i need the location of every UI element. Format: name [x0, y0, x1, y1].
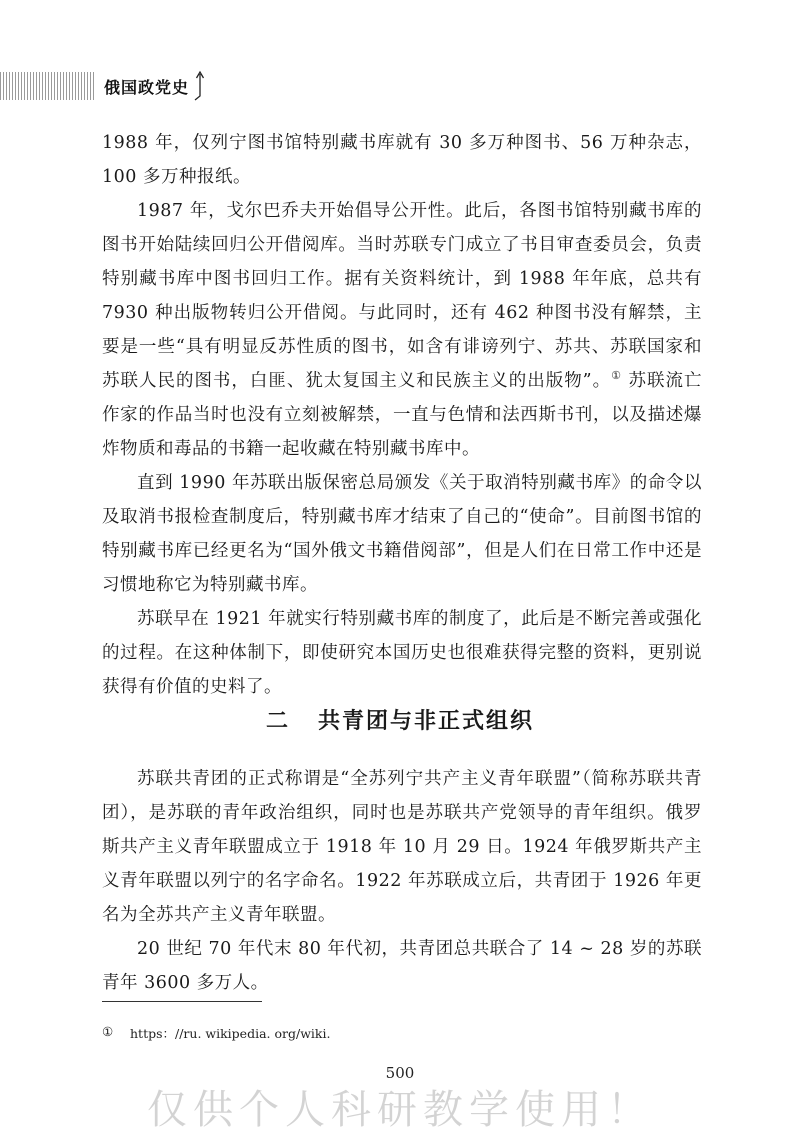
footnote-reference: ①: [611, 369, 622, 383]
paragraph-text: 苏联流亡作家的作品当时也没有立刻被解禁，一直与色情和法西斯书刊，以及描述爆炸物质和毒品的书籍一起收藏在特别藏书库中。: [102, 371, 702, 459]
header-decorative-band: [0, 72, 96, 100]
page-number: 500: [385, 1064, 415, 1082]
paragraph: 1988 年，仅列宁图书馆特别藏书库就有 30 多万种图书、56 万种杂志，100 多万种报纸。: [102, 133, 702, 187]
section-title: 共青团与非正式组织: [318, 709, 535, 734]
paragraph: 苏联早在 1921 年就实行特别藏书库的制度了，此后是不断完善或强化的过程。在这种体制下，即使研究本国历史也很难获得完整的资料，更别说获得有价值的史料了。: [102, 609, 702, 697]
paragraph: [102, 194, 702, 466]
paragraph: 苏联共青团的正式称谓是“全苏列宁共产主义青年联盟”（简称苏联共青团），是苏联的青年政治组织，同时也是苏联共产党领导的青年组织。俄罗斯共产主义青年联盟成立于 1918 年 10 月 29 日。1924 年俄罗斯共产主义青年联盟以列宁的名字命名。1922 年苏联成立后，共青团于 1926 年更名为全苏共产主义青年联盟。: [102, 769, 702, 925]
paragraph: 20 世纪 70 年代末 80 年代初，共青团总共联合了 14 ~ 28 岁的苏联青年 3600 多万人。: [102, 939, 702, 993]
footnote-text: https：//ru. wikipedia. org/wiki.: [130, 1026, 331, 1041]
section-heading: [0, 704, 800, 735]
header-arrow-bracket-icon: [192, 70, 206, 102]
paragraph-text: 1987 年，戈尔巴乔夫开始倡导公开性。此后，各图书馆特别藏书库的图书开始陆续回归公开借阅库。当时苏联专门成立了书目审查委员会，负责特别藏书库中图书回归工作。据有关资料统计，到 1988 年年底，总共有 7930 种出版物转归公开借阅。与此同时，还有 462 种图书没有解禁，主要是一些“具有明显反苏性质的图书，如含有诽谤列宁、苏共、苏联国家和苏联人民的图书，白匪、犹太复国主义和民族主义的出版物”。: [102, 201, 702, 391]
paragraph: 直到 1990 年苏联出版保密总局颁发《关于取消特别藏书库》的命令以及取消书报检查制度后，特别藏书库才结束了自己的“使命”。目前图书馆的特别藏书库已经更名为“国外俄文书籍借阅部”，但是人们在日常工作中还是习惯地称它为特别藏书库。: [102, 473, 702, 595]
footnote: [102, 1024, 331, 1042]
body-text-top: [102, 126, 702, 704]
watermark: 仅供个人科研教学使用！: [147, 1087, 653, 1133]
footnote-number: ①: [102, 1024, 114, 1039]
footnote-divider: [102, 1001, 262, 1002]
section-number: 二: [265, 709, 290, 734]
body-text-bottom: [102, 762, 702, 1000]
running-header-title: 俄国政党史: [104, 78, 190, 97]
